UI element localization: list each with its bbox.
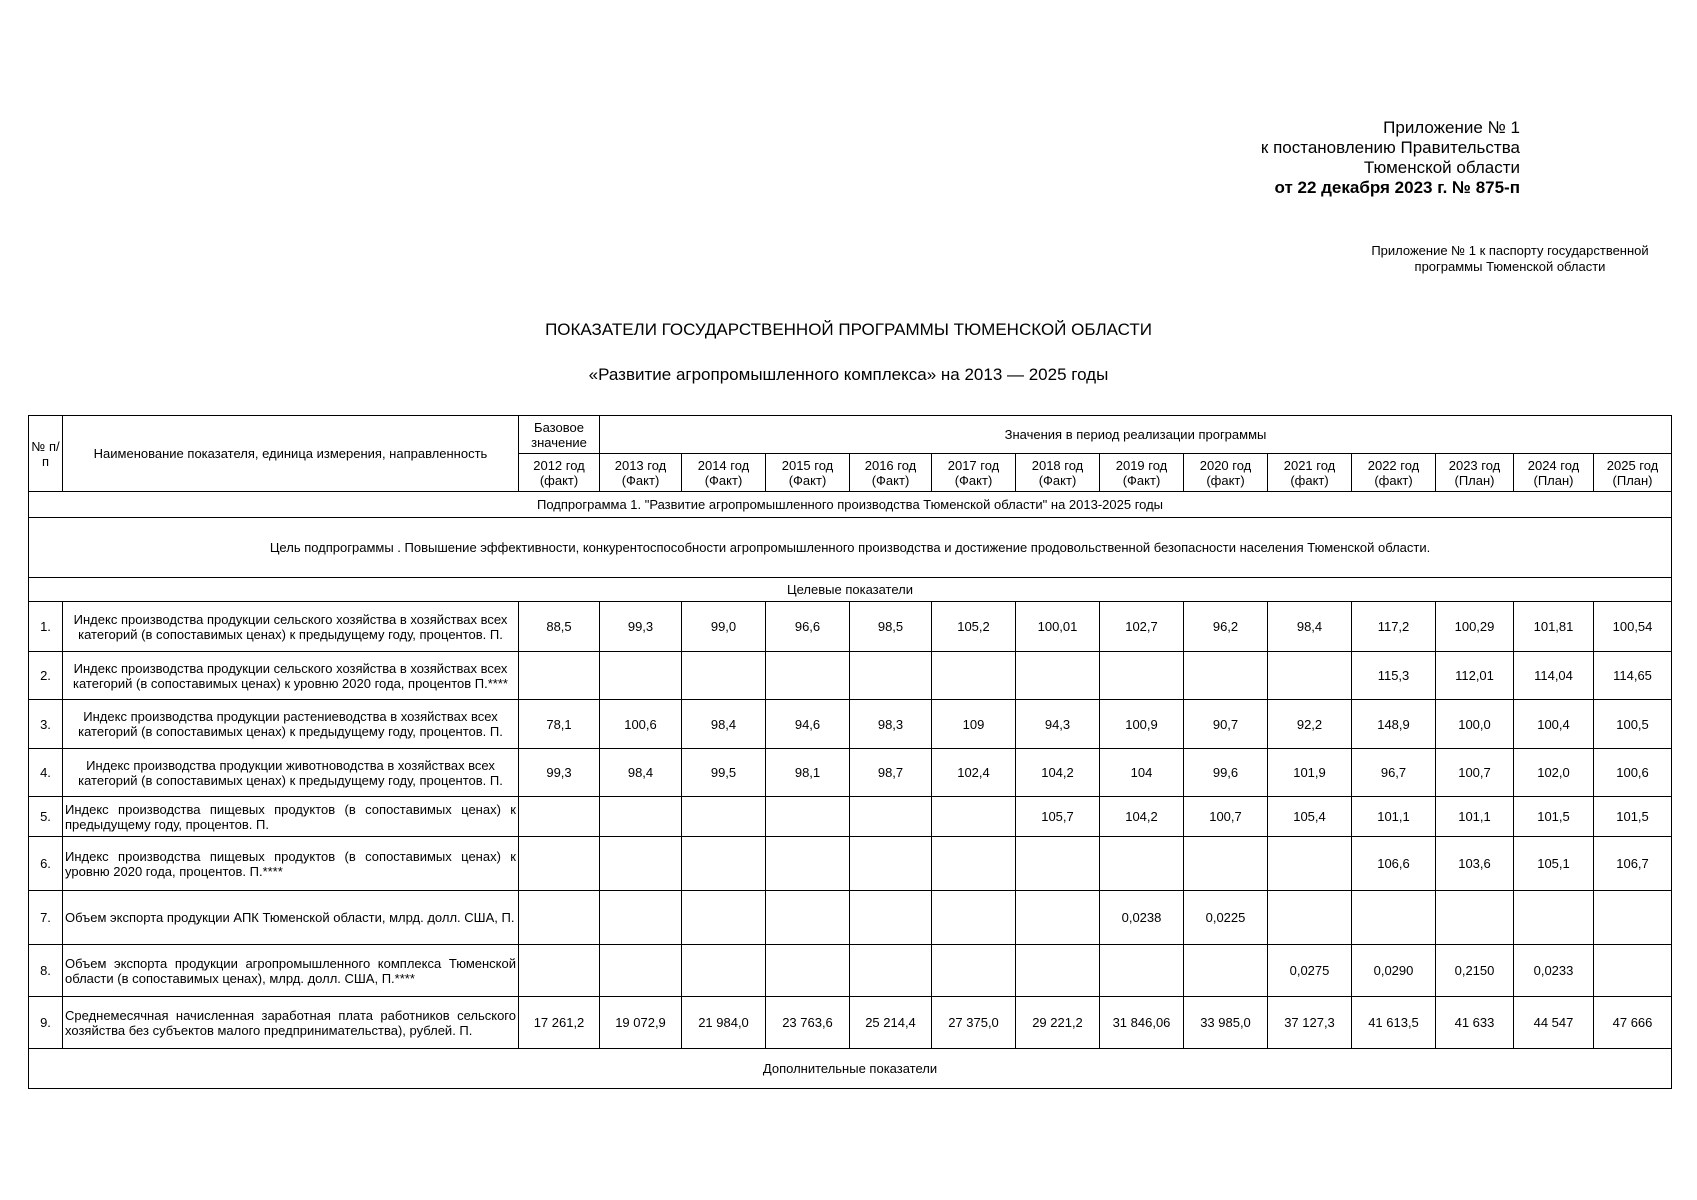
indicator-value (1436, 891, 1514, 945)
indicator-value (682, 797, 766, 837)
header-base: Базовое значение (519, 416, 600, 454)
indicator-value: 94,6 (766, 700, 850, 749)
indicator-value (600, 837, 682, 891)
indicator-value: 99,3 (519, 749, 600, 797)
indicator-value: 100,5 (1594, 700, 1672, 749)
table-row (29, 652, 1672, 700)
year-label: 2020 год (1199, 457, 1252, 473)
year-label: 2024 год (1527, 457, 1580, 473)
indicator-name: Среднемесячная начисленная заработная плата работников сельского хозяйства без субъектов малого предпринимательства), рублей. П. (63, 997, 519, 1049)
year-status: (факт) (1206, 472, 1245, 488)
indicator-value: 104 (1100, 749, 1184, 797)
indicator-value (1184, 945, 1268, 997)
appendix-line-4: от 22 декабря 2023 г. № 875-п (1274, 178, 1520, 197)
row-number: 1. (29, 602, 63, 652)
indicator-value: 96,6 (766, 602, 850, 652)
indicator-value: 99,0 (682, 602, 766, 652)
year-status: (факт) (1290, 472, 1329, 488)
indicator-value: 101,5 (1514, 797, 1594, 837)
year-header (1268, 454, 1352, 492)
indicator-value: 99,3 (600, 602, 682, 652)
indicator-value: 148,9 (1352, 700, 1436, 749)
indicator-value: 0,0290 (1352, 945, 1436, 997)
indicator-value (1352, 891, 1436, 945)
year-status: (План) (1454, 472, 1495, 488)
year-status: (План) (1533, 472, 1574, 488)
indicator-value: 0,0225 (1184, 891, 1268, 945)
year-status: (факт) (1374, 472, 1413, 488)
indicator-value: 100,0 (1436, 700, 1514, 749)
year-header (932, 454, 1016, 492)
indicator-name: Объем экспорта продукции агропромышленного комплекса Тюменской области (в сопоставимых ценах), млрд. долл. США, П.**** (63, 945, 519, 997)
indicator-value: 37 127,3 (1268, 997, 1352, 1049)
indicator-value: 115,3 (1352, 652, 1436, 700)
indicator-value: 0,0238 (1100, 891, 1184, 945)
indicator-value (1184, 837, 1268, 891)
indicator-value (519, 797, 600, 837)
indicator-value (932, 837, 1016, 891)
indicator-value: 102,0 (1514, 749, 1594, 797)
indicator-value: 112,01 (1436, 652, 1514, 700)
indicator-value: 106,6 (1352, 837, 1436, 891)
goal-text: Цель подпрограммы . Повышение эффективности, конкурентоспособности агропромышленного производства и достижение продовольственной безопасности населения Тюменской области. (29, 518, 1672, 578)
table-row (29, 997, 1672, 1049)
indicator-value (1016, 891, 1100, 945)
row-number: 7. (29, 891, 63, 945)
year-header (1436, 454, 1514, 492)
subprogram-row (29, 492, 1672, 518)
indicator-value (850, 837, 932, 891)
passport-line-2: программы Тюменской области (1414, 259, 1606, 274)
year-header (1016, 454, 1100, 492)
indicator-value (1268, 837, 1352, 891)
indicator-value: 114,65 (1594, 652, 1672, 700)
year-label: 2022 год (1367, 457, 1420, 473)
indicator-value (1184, 652, 1268, 700)
row-number: 8. (29, 945, 63, 997)
row-number: 2. (29, 652, 63, 700)
year-header (600, 454, 682, 492)
year-label: 2016 год (864, 457, 917, 473)
indicator-value: 25 214,4 (850, 997, 932, 1049)
indicator-value: 102,7 (1100, 602, 1184, 652)
indicator-value (1594, 945, 1672, 997)
year-label: 2017 год (947, 457, 1000, 473)
indicator-value: 33 985,0 (1184, 997, 1268, 1049)
table-row (29, 602, 1672, 652)
indicator-value: 106,7 (1594, 837, 1672, 891)
indicator-value: 101,5 (1594, 797, 1672, 837)
indicator-value: 98,3 (850, 700, 932, 749)
indicator-value (1268, 891, 1352, 945)
year-header (1184, 454, 1268, 492)
indicator-value: 101,1 (1436, 797, 1514, 837)
indicator-value: 98,4 (600, 749, 682, 797)
table-row (29, 749, 1672, 797)
indicator-value: 105,7 (1016, 797, 1100, 837)
indicators-table (28, 415, 1672, 1089)
indicator-value: 109 (932, 700, 1016, 749)
indicator-value (850, 652, 932, 700)
row-number: 5. (29, 797, 63, 837)
indicator-value: 0,2150 (1436, 945, 1514, 997)
year-label: 2014 год (697, 457, 750, 473)
indicator-value: 104,2 (1016, 749, 1100, 797)
header-no: № п/п (29, 416, 63, 492)
passport-line-1: Приложение № 1 к паспорту государственной (1371, 243, 1649, 258)
indicator-value: 29 221,2 (1016, 997, 1100, 1049)
indicator-value: 92,2 (1268, 700, 1352, 749)
document-title: ПОКАЗАТЕЛИ ГОСУДАРСТВЕННОЙ ПРОГРАММЫ ТЮМЕНСКОЙ ОБЛАСТИ (545, 320, 1152, 339)
year-label: 2013 год (614, 457, 667, 473)
indicator-value: 100,6 (600, 700, 682, 749)
row-number: 6. (29, 837, 63, 891)
year-label: 2015 год (781, 457, 834, 473)
year-status: (Факт) (1122, 472, 1161, 488)
indicator-value: 98,4 (1268, 602, 1352, 652)
indicator-value: 88,5 (519, 602, 600, 652)
indicator-value (766, 891, 850, 945)
indicator-value: 0,0233 (1514, 945, 1594, 997)
year-status: (Факт) (704, 472, 743, 488)
document-subtitle: «Развитие агропромышленного комплекса» на 2013 — 2025 годы (588, 365, 1109, 384)
indicator-value (1016, 945, 1100, 997)
additional-section-title: Дополнительные показатели (29, 1049, 1672, 1089)
year-header (766, 454, 850, 492)
indicator-value (600, 797, 682, 837)
indicator-value (1594, 891, 1672, 945)
indicator-value (932, 652, 1016, 700)
passport-note (1345, 243, 1675, 275)
year-label: 2012 год (533, 457, 585, 473)
indicator-value: 103,6 (1436, 837, 1514, 891)
indicator-value: 27 375,0 (932, 997, 1016, 1049)
year-header (1594, 454, 1672, 492)
year-label: 2018 год (1031, 457, 1084, 473)
indicator-value: 98,7 (850, 749, 932, 797)
indicator-name: Индекс производства продукции сельского хозяйства в хозяйствах всех категорий (в сопоставимых ценах) к предыдущему году, процентов. П. (63, 602, 519, 652)
row-number: 9. (29, 997, 63, 1049)
indicator-value: 100,6 (1594, 749, 1672, 797)
year-header (1100, 454, 1184, 492)
indicator-value: 105,2 (932, 602, 1016, 652)
year-status: (Факт) (621, 472, 660, 488)
indicator-value: 47 666 (1594, 997, 1672, 1049)
table-row (29, 700, 1672, 749)
year-label: 2025 год (1606, 457, 1659, 473)
indicator-value: 17 261,2 (519, 997, 600, 1049)
indicator-value: 99,5 (682, 749, 766, 797)
indicator-value: 96,7 (1352, 749, 1436, 797)
indicator-value: 101,81 (1514, 602, 1594, 652)
indicator-value: 98,1 (766, 749, 850, 797)
table-row (29, 797, 1672, 837)
indicator-value (1100, 945, 1184, 997)
indicator-value (600, 652, 682, 700)
indicator-value (850, 891, 932, 945)
indicator-value: 100,4 (1514, 700, 1594, 749)
row-number: 3. (29, 700, 63, 749)
indicator-value (682, 652, 766, 700)
indicator-name: Индекс производства пищевых продуктов (в сопоставимых ценах) к предыдущему году, процентов. П. (63, 797, 519, 837)
indicator-value: 90,7 (1184, 700, 1268, 749)
indicator-value: 0,0275 (1268, 945, 1352, 997)
year-label: 2023 год (1448, 457, 1501, 473)
indicator-value (1268, 652, 1352, 700)
table-row (29, 891, 1672, 945)
additional-section-row (29, 1049, 1672, 1089)
year-status: (Факт) (954, 472, 993, 488)
year-header (1352, 454, 1436, 492)
indicator-value: 94,3 (1016, 700, 1100, 749)
indicator-value: 41 613,5 (1352, 997, 1436, 1049)
indicator-value: 23 763,6 (766, 997, 850, 1049)
indicator-value (600, 945, 682, 997)
indicator-name: Индекс производства продукции животноводства в хозяйствах всех категорий (в сопоставимых ценах) к предыдущему году, процентов. П. (63, 749, 519, 797)
indicator-value (682, 945, 766, 997)
year-status: (Факт) (788, 472, 827, 488)
indicator-value: 101,1 (1352, 797, 1436, 837)
indicator-value (519, 652, 600, 700)
year-status: (План) (1612, 472, 1653, 488)
table-row (29, 945, 1672, 997)
target-section-title: Целевые показатели (29, 578, 1672, 602)
indicator-value: 104,2 (1100, 797, 1184, 837)
year-header (519, 454, 600, 492)
indicator-value: 44 547 (1514, 997, 1594, 1049)
header-period: Значения в период реализации программы (600, 416, 1672, 454)
indicator-value (766, 652, 850, 700)
appendix-line-2: к постановлению Правительства (1260, 138, 1520, 157)
indicator-value (932, 945, 1016, 997)
indicator-value (682, 891, 766, 945)
indicator-value: 21 984,0 (682, 997, 766, 1049)
indicator-value: 100,29 (1436, 602, 1514, 652)
indicator-value (1016, 652, 1100, 700)
indicator-name: Индекс производства продукции сельского хозяйства в хозяйствах всех категорий (в сопоставимых ценах) к уровню 2020 года, процентов П.**** (63, 652, 519, 700)
indicator-value: 114,04 (1514, 652, 1594, 700)
indicator-value (766, 837, 850, 891)
year-header (682, 454, 766, 492)
indicator-value (1100, 837, 1184, 891)
indicator-value: 117,2 (1352, 602, 1436, 652)
indicator-value (519, 837, 600, 891)
target-section-row (29, 578, 1672, 602)
indicator-value: 31 846,06 (1100, 997, 1184, 1049)
indicator-value (519, 945, 600, 997)
indicator-value (766, 945, 850, 997)
indicator-value: 105,4 (1268, 797, 1352, 837)
indicator-value (766, 797, 850, 837)
indicator-value: 102,4 (932, 749, 1016, 797)
indicator-value: 105,1 (1514, 837, 1594, 891)
subprogram-title: Подпрограмма 1. "Развитие агропромышленного производства Тюменской области" на 2013-2025 годы (29, 492, 1672, 518)
year-label: 2019 год (1115, 457, 1168, 473)
indicator-value: 100,7 (1184, 797, 1268, 837)
row-number: 4. (29, 749, 63, 797)
indicator-value (850, 945, 932, 997)
appendix-block (1261, 118, 1520, 198)
year-status: (факт) (539, 472, 579, 488)
indicator-name: Индекс производства пищевых продуктов (в сопоставимых ценах) к уровню 2020 года, процентов. П.**** (63, 837, 519, 891)
header-name: Наименование показателя, единица измерения, направленность (63, 416, 519, 492)
year-status: (Факт) (1038, 472, 1077, 488)
indicator-value: 100,54 (1594, 602, 1672, 652)
indicator-value: 98,5 (850, 602, 932, 652)
indicator-value (1016, 837, 1100, 891)
appendix-line-1: Приложение № 1 (1383, 118, 1520, 137)
indicator-value (1514, 891, 1594, 945)
indicator-value: 100,9 (1100, 700, 1184, 749)
year-label: 2021 год (1283, 457, 1336, 473)
indicator-value: 41 633 (1436, 997, 1514, 1049)
indicator-value: 99,6 (1184, 749, 1268, 797)
indicator-name: Объем экспорта продукции АПК Тюменской области, млрд. долл. США, П. (63, 891, 519, 945)
indicator-value (932, 797, 1016, 837)
appendix-line-3: Тюменской области (1363, 158, 1520, 177)
year-header (850, 454, 932, 492)
year-status: (Факт) (871, 472, 910, 488)
indicator-value: 100,01 (1016, 602, 1100, 652)
indicator-value (600, 891, 682, 945)
indicator-value: 19 072,9 (600, 997, 682, 1049)
table-row (29, 837, 1672, 891)
indicator-value (850, 797, 932, 837)
indicator-value: 100,7 (1436, 749, 1514, 797)
goal-row (29, 518, 1672, 578)
indicator-value (1100, 652, 1184, 700)
indicator-value: 78,1 (519, 700, 600, 749)
indicator-value: 98,4 (682, 700, 766, 749)
year-header (1514, 454, 1594, 492)
indicator-name: Индекс производства продукции растениеводства в хозяйствах всех категорий (в сопоставимых ценах) к предыдущему году, процентов. П. (63, 700, 519, 749)
indicator-value (519, 891, 600, 945)
indicator-value (682, 837, 766, 891)
indicator-value: 96,2 (1184, 602, 1268, 652)
indicator-value (932, 891, 1016, 945)
indicator-value: 101,9 (1268, 749, 1352, 797)
